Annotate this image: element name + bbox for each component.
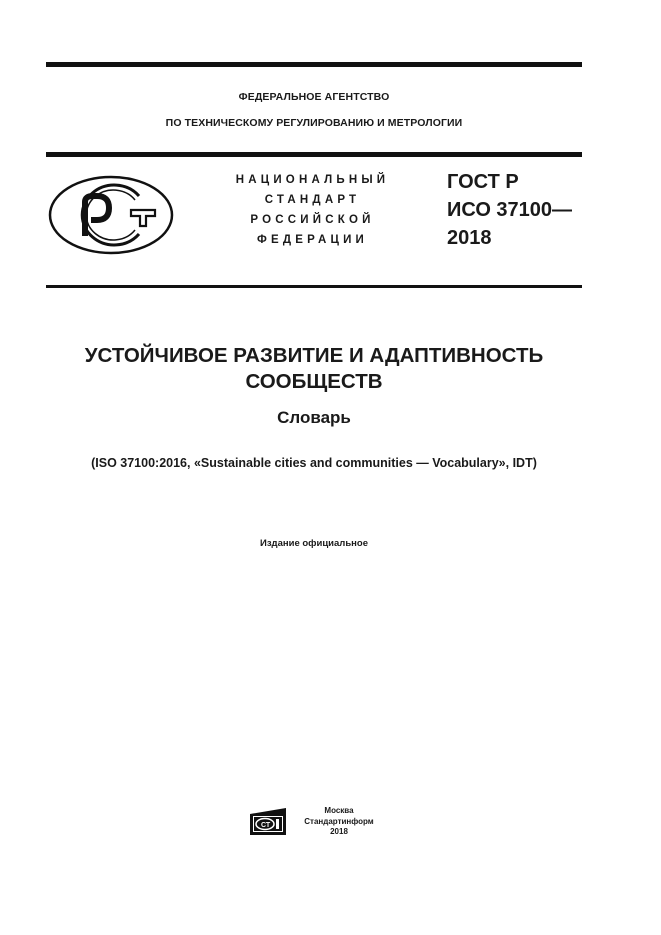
publisher-name: Стандартинформ [304, 816, 374, 826]
publisher-city: Москва [324, 806, 354, 815]
national-standard-line-1: НАЦИОНАЛЬНЫЙ [235, 174, 390, 186]
rst-logo-icon [47, 174, 175, 256]
national-standard-line-2: СТАНДАРТ [264, 194, 361, 206]
designation-line-1: ГОСТ Р [447, 171, 519, 193]
publisher-info [296, 806, 382, 838]
title-line-1: УСТОЙЧИВОЕ РАЗВИТИЕ И АДАПТИВНОСТЬ [84, 344, 544, 367]
top-rule [46, 62, 582, 67]
edition-label: Издание официальное [260, 538, 368, 549]
international-reference: (ISO 37100:2016, «Sustainable cities and communities — Vocabulary», IDT) [91, 456, 537, 470]
agency-line-1: ФЕДЕРАЛЬНОЕ АГЕНТСТВО [238, 91, 390, 103]
standard-designation [447, 168, 572, 252]
header-rule [46, 152, 582, 157]
designation-line-3: 2018 [447, 227, 492, 249]
svg-text:СТ: СТ [261, 822, 271, 829]
agency-line-2: ПО ТЕХНИЧЕСКОМУ РЕГУЛИРОВАНИЮ И МЕТРОЛОГИИ [165, 117, 463, 129]
title-line-2: СООБЩЕСТВ [245, 370, 383, 393]
document-title [46, 343, 582, 395]
standartinform-logo-icon [248, 806, 288, 837]
national-standard-label [215, 170, 410, 250]
national-standard-line-4: ФЕДЕРАЦИИ [256, 234, 369, 246]
document-subtitle: Словарь [277, 408, 351, 427]
designation-rule [46, 285, 582, 288]
publisher-year: 2018 [330, 827, 348, 836]
national-standard-line-3: РОССИЙСКОЙ [250, 214, 375, 226]
designation-line-2: ИСО 37100— [447, 199, 573, 221]
